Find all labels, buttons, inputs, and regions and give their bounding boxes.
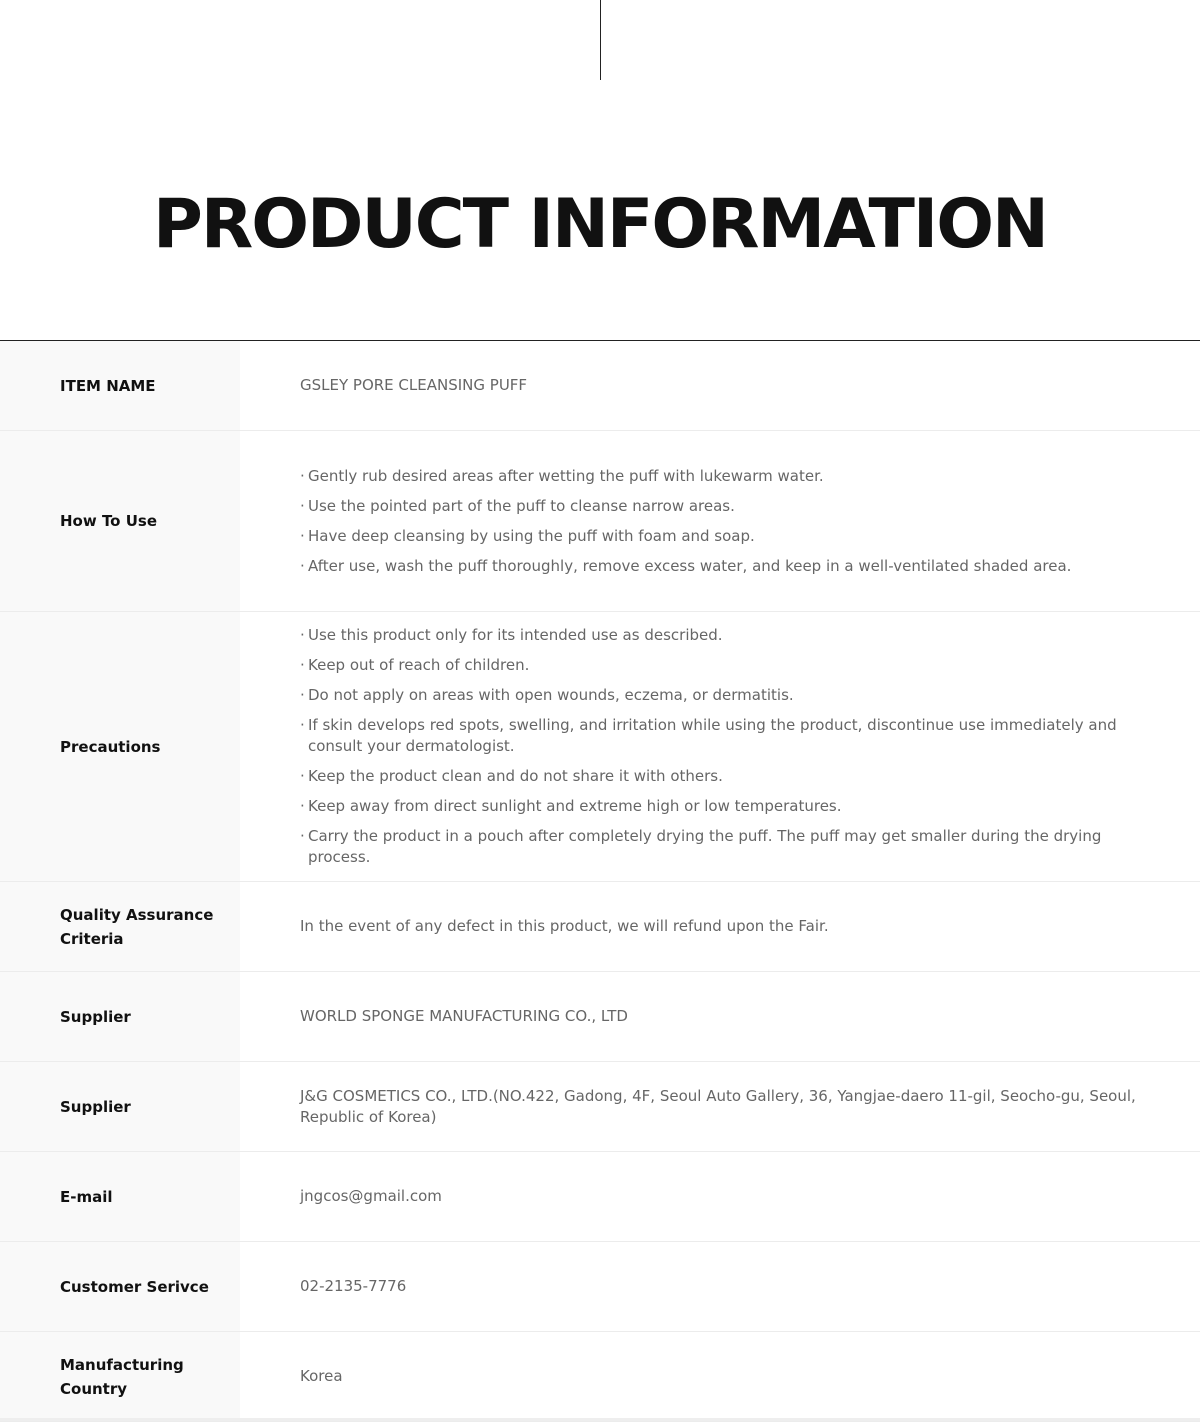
item-name-value: GSLEY PORE CLEANSING PUFF — [300, 376, 528, 394]
precautions-list — [300, 625, 1160, 868]
product-info-table — [0, 340, 1200, 1422]
row-value — [240, 431, 1200, 611]
table-row-email — [0, 1152, 1200, 1242]
list-item: · Use this product only for its intended use as described. — [300, 625, 1160, 646]
row-label: Supplier — [0, 972, 240, 1061]
list-item: · Have deep cleansing by using the puff with foam and soap. — [300, 526, 1160, 547]
quality-assurance-value: In the event of any defect in this product, we will refund upon the Fair. — [300, 917, 829, 935]
row-value — [240, 612, 1200, 881]
table-row-precautions — [0, 612, 1200, 882]
row-label: Manufacturing Country — [0, 1332, 240, 1421]
supplier-value: WORLD SPONGE MANUFACTURING CO., LTD — [300, 1007, 628, 1025]
row-label: ITEM NAME — [0, 341, 240, 430]
row-value — [240, 1152, 1200, 1241]
table-row-how-to-use — [0, 431, 1200, 612]
list-item: · Keep out of reach of children. — [300, 655, 1160, 676]
list-item: · If skin develops red spots, swelling, and irritation while using the product, discontinue use immediately and consult your dermatologist. — [300, 715, 1160, 757]
supplier-address-value: J&G COSMETICS CO., LTD.(NO.422, Gadong, 4F, Seoul Auto Gallery, 36, Yangjae-daero 11-gil, Seocho-gu, Seoul, Republic of Korea) — [300, 1086, 1136, 1126]
row-label: E-mail — [0, 1152, 240, 1241]
how-to-use-list — [300, 466, 1160, 577]
list-item: · Keep away from direct sunlight and extreme high or low temperatures. — [300, 796, 1160, 817]
row-label: Supplier — [0, 1062, 240, 1151]
list-item: · Carry the product in a pouch after completely drying the puff. The puff may get smaller during the drying process. — [300, 826, 1160, 868]
list-item: · After use, wash the puff thoroughly, remove excess water, and keep in a well-ventilated shaded area. — [300, 556, 1160, 577]
row-label: Precautions — [0, 612, 240, 881]
table-row-supplier — [0, 972, 1200, 1062]
customer-service-value: 02-2135-7776 — [300, 1277, 407, 1295]
row-label: How To Use — [0, 431, 240, 611]
row-value — [240, 882, 1200, 971]
list-item: · Use the pointed part of the puff to cleanse narrow areas. — [300, 496, 1160, 517]
table-row-supplier-address — [0, 1062, 1200, 1152]
row-value — [240, 972, 1200, 1061]
row-value — [240, 1062, 1200, 1151]
table-row-manufacturing-country — [0, 1332, 1200, 1422]
table-row-customer-service — [0, 1242, 1200, 1332]
row-value — [240, 1332, 1200, 1421]
table-row-quality-assurance — [0, 882, 1200, 972]
list-item: · Do not apply on areas with open wounds, eczema, or dermatitis. — [300, 685, 1160, 706]
top-divider-line — [600, 0, 601, 80]
email-value: jngcos@gmail.com — [300, 1187, 442, 1205]
table-row-item-name — [0, 341, 1200, 431]
page-title: PRODUCT INFORMATION — [153, 185, 1047, 264]
row-label: Customer Serivce — [0, 1242, 240, 1331]
manufacturing-country-value: Korea — [300, 1367, 343, 1385]
row-label: Quality Assurance Criteria — [0, 882, 240, 971]
row-value — [240, 1242, 1200, 1331]
list-item: · Gently rub desired areas after wetting the puff with lukewarm water. — [300, 466, 1160, 487]
row-value — [240, 341, 1200, 430]
list-item: · Keep the product clean and do not share it with others. — [300, 766, 1160, 787]
